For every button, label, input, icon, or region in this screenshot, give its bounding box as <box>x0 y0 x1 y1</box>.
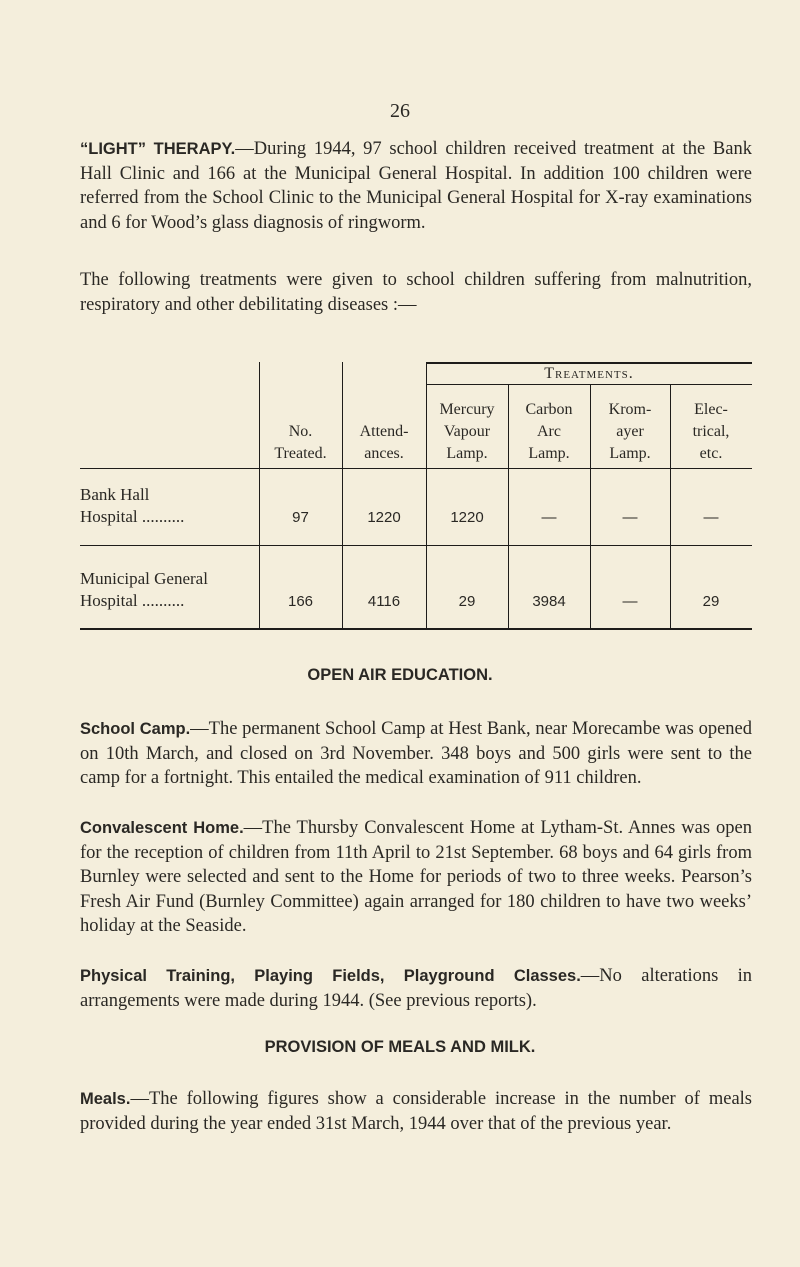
row-label-line1: Municipal General <box>80 569 208 588</box>
header-attendances-line1: Attend- <box>359 423 409 440</box>
school-camp-text: —The permanent School Camp at Hest Bank, near Morecambe was opened on 10th March, and closed on 3rd November. 348 boys and 500 girls were sent to the camp for a fortnight. This entailed the medical examination of 911 children. <box>80 719 752 788</box>
cell-municipal-mercury: 29 <box>458 593 476 610</box>
header-electrical <box>670 399 752 465</box>
cell-bank-hall-no-treated: 97 <box>292 509 309 526</box>
header-carbon-arc-lamp <box>508 399 590 465</box>
row-label-line2: Hospital .......... <box>80 591 185 610</box>
meals-lead: Meals. <box>80 1090 131 1108</box>
physical-training-text: —No alterations in arrangements were made during 1944. (See previous reports). <box>80 966 752 1011</box>
header-electrical-line1: Elec- <box>694 401 728 418</box>
row-label-line2: Hospital .......... <box>80 507 185 526</box>
light-therapy-paragraph <box>80 137 752 235</box>
row-divider-rule <box>80 545 752 546</box>
table-row-label-municipal-general <box>80 568 259 612</box>
header-mercury-line1: Mercury <box>439 401 495 418</box>
table-intro-paragraph: The following treatments were given to school children suffering from malnutrition, respiratory and other debilitating diseases :— <box>80 270 752 315</box>
meals-text: —The following figures show a considerable increase in the number of meals provided during the year ended 31st March, 1944 over that of the previous year. <box>80 1089 752 1134</box>
provision-meals-milk-heading: PROVISION OF MEALS AND MILK. <box>264 1038 536 1056</box>
header-attendances <box>342 421 426 465</box>
header-no-treated-line1: No. <box>288 423 313 440</box>
convalescent-home-text: —The Thursby Convalescent Home at Lytham-St. Annes was open for the reception of children from 11th April to 21st September. 68 boys and 64 girls from Burnley were selected and sent to the Home for periods of two to three weeks. Pearson’s Fresh Air Fund (Burnley Committee) again arranged for 180 children to have two weeks’ holiday at the Seaside. <box>80 818 752 936</box>
cell-bank-hall-electrical: — <box>703 509 719 526</box>
header-kromayer-lamp <box>590 399 670 465</box>
header-carbon-line1: Carbon <box>525 401 573 418</box>
convalescent-home-lead: Convalescent Home. <box>80 819 244 837</box>
header-electrical-line3: etc. <box>699 445 723 462</box>
cell-bank-hall-kromayer: — <box>622 509 638 526</box>
cell-municipal-no-treated: 166 <box>287 593 314 610</box>
header-carbon-line2: Arc <box>537 423 561 440</box>
col-rule-2 <box>342 362 343 630</box>
cell-bank-hall-attendances: 1220 <box>367 509 401 526</box>
header-no-treated-line2: Treated. <box>274 445 327 462</box>
cell-bank-hall-mercury: 1220 <box>450 509 484 526</box>
row-label-line1: Bank Hall <box>80 485 150 504</box>
convalescent-home-paragraph <box>80 816 752 939</box>
header-mercury-line2: Vapour <box>443 423 491 440</box>
table-bottom-rule <box>80 628 752 630</box>
open-air-education-heading: OPEN AIR EDUCATION. <box>307 666 493 684</box>
header-mercury-line3: Lamp. <box>446 445 488 462</box>
cell-municipal-carbon: 3984 <box>532 593 566 610</box>
header-bottom-rule <box>80 468 752 469</box>
cell-bank-hall-carbon: — <box>541 509 557 526</box>
school-camp-paragraph <box>80 717 752 791</box>
header-electrical-line2: trical, <box>692 423 730 440</box>
table-row-label-bank-hall <box>80 484 259 528</box>
cell-municipal-kromayer: — <box>622 593 638 610</box>
header-kromayer-line1: Krom- <box>608 401 652 418</box>
physical-training-paragraph <box>80 964 752 1013</box>
light-therapy-text: —During 1944, 97 school children received treatment at the Bank Hall Clinic and 166 at the Municipal General Hospital. In addition 100 children were referred from the School Clinic to the Municipal General Hospital for X-ray examinations and 6 for Wood’s glass diagnosis of ringworm. <box>80 139 752 233</box>
header-no-treated <box>259 421 342 465</box>
physical-training-lead: Physical Training, Playing Fields, Playground Classes. <box>80 967 581 985</box>
cell-municipal-electrical: 29 <box>702 593 720 610</box>
treatments-group-header: Treatments. <box>544 365 634 382</box>
cell-municipal-attendances: 4116 <box>367 593 401 610</box>
school-camp-lead: School Camp. <box>80 720 191 738</box>
treatments-table <box>80 362 752 632</box>
header-kromayer-line3: Lamp. <box>609 445 651 462</box>
header-kromayer-line2: ayer <box>616 423 644 440</box>
col-rule-1 <box>259 362 260 630</box>
header-attendances-line2: ances. <box>364 445 404 462</box>
header-mercury-vapour-lamp <box>426 399 508 465</box>
header-carbon-line3: Lamp. <box>528 445 570 462</box>
light-therapy-lead: “LIGHT” THERAPY. <box>80 140 236 158</box>
page-number: 26 <box>390 100 410 122</box>
meals-paragraph <box>80 1087 752 1136</box>
